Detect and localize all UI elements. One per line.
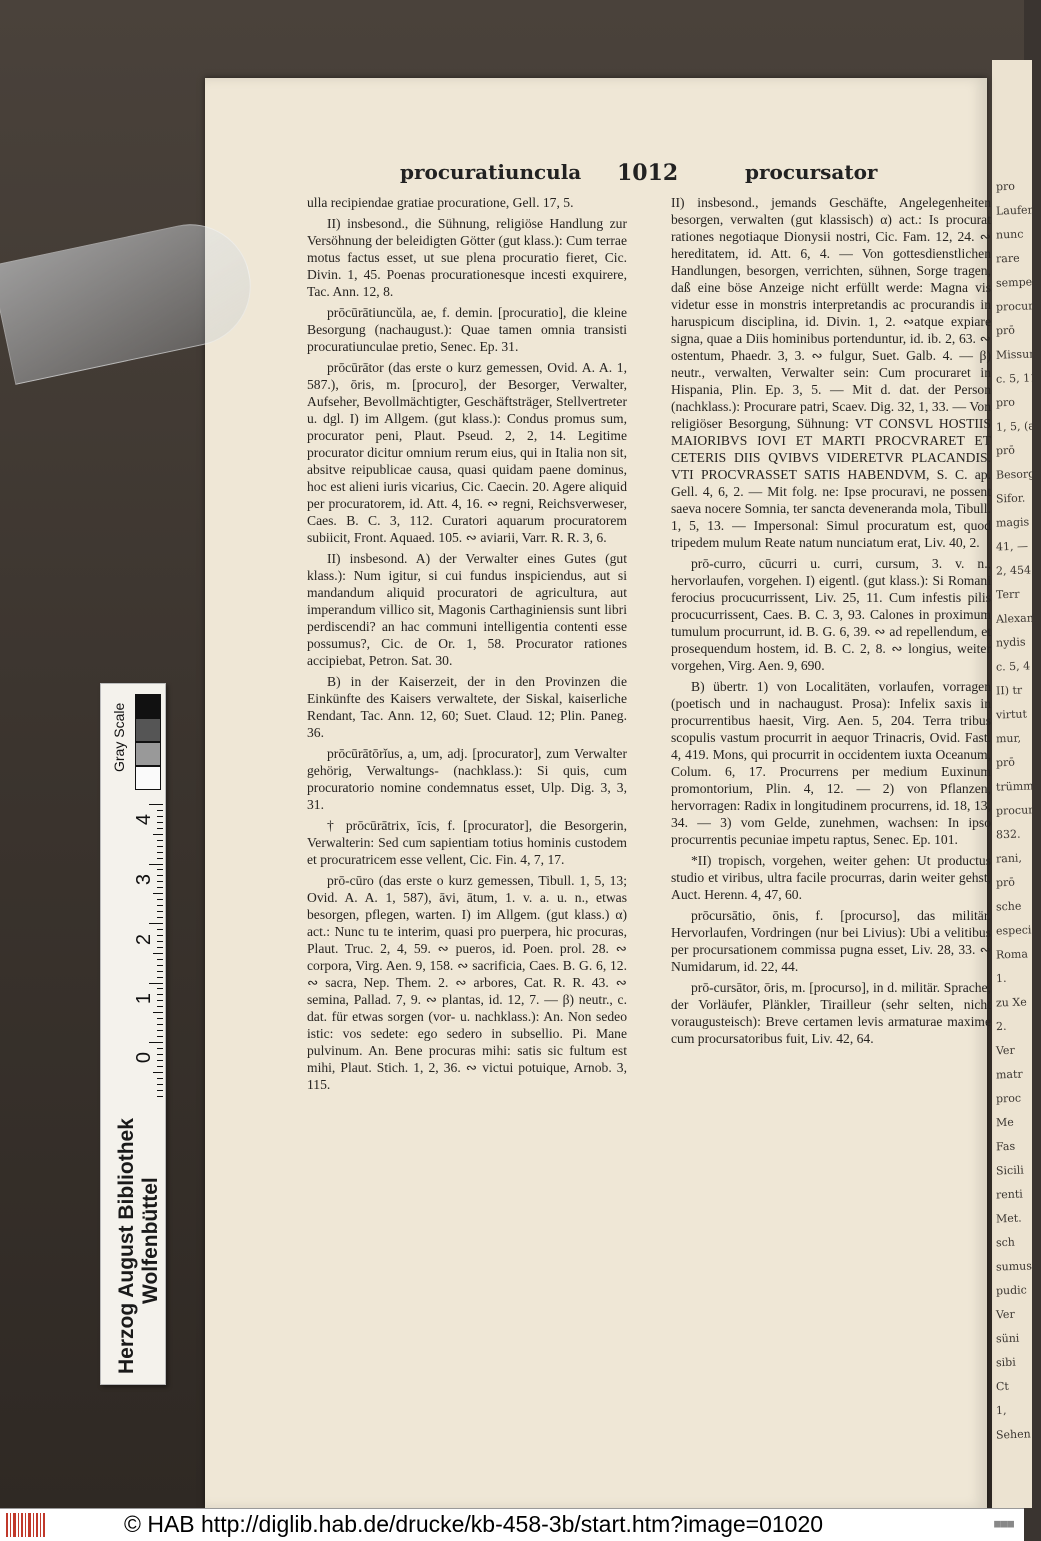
next-page-fragment: süni — [995, 1331, 1020, 1346]
ruler-tick — [157, 899, 163, 900]
next-page-fragment: Laufen — [995, 203, 1035, 218]
next-page-fragment: Fas — [995, 1139, 1016, 1154]
ruler-tick — [157, 810, 163, 811]
next-page-fragment: trümm — [995, 779, 1034, 794]
ruler-number: 0 — [133, 1051, 156, 1064]
ruler-tick — [153, 1012, 163, 1013]
ruler-tick — [157, 1054, 163, 1055]
ruler-tick — [157, 881, 163, 882]
next-page-fragment: pro — [995, 395, 1016, 410]
next-page-fragment: magis — [995, 515, 1030, 530]
next-page-fragment: Alexand — [995, 611, 1041, 626]
book-page — [205, 78, 991, 1508]
next-page-fragment: semper — [995, 275, 1038, 290]
next-page-fragment: 1, 5, (al — [995, 419, 1039, 434]
copyright-url[interactable]: © HAB http://diglib.hab.de/drucke/kb-458-3b/start.htm?image=01020 — [124, 1511, 824, 1537]
ruler-tick — [157, 905, 163, 906]
next-page-fragment: sche — [995, 899, 1022, 914]
ruler-tick — [157, 1066, 163, 1067]
ruler-tick — [157, 828, 163, 829]
ruler-tick — [157, 994, 163, 995]
dictionary-paragraph: prō-cursātor, ōris, m. [procurso], in d. militär. Sprache, der Vorläufer, Plänkler, Tirailleur (sehr selten, nicht voraugusteisch): Breve certamen levis armaturae maxime cum procursatoribus fuit, Liv. 42, 64. — [671, 980, 991, 1046]
next-page-fragment: nunc — [995, 227, 1024, 242]
right-column — [671, 194, 991, 1334]
next-page-fragment: Sehen — [995, 1427, 1031, 1442]
ruler-tick — [157, 941, 163, 942]
ruler-tick — [149, 804, 163, 805]
ruler-tick — [157, 947, 163, 948]
ruler-tick — [157, 977, 163, 978]
next-page-fragment: prō — [995, 443, 1016, 458]
next-page-fragment: proc — [995, 1091, 1022, 1106]
ruler-tick — [157, 1024, 163, 1025]
ruler-number: 3 — [133, 873, 156, 886]
gray-swatch-white — [135, 766, 161, 790]
next-page-fragment: prō — [995, 323, 1016, 338]
ruler-tick — [157, 858, 163, 859]
ruler-tick — [157, 1000, 163, 1001]
left-guide-word: procuratiuncula — [400, 160, 582, 184]
next-page-fragment: procur — [995, 299, 1034, 314]
next-page-fragment: pudic — [995, 1283, 1028, 1298]
next-page-fragment: mur, — [995, 731, 1022, 746]
next-page-fragment: Ver — [995, 1043, 1015, 1058]
ruler-tick — [157, 1084, 163, 1085]
dictionary-paragraph: prōcursātio, ōnis, f. [procurso], das militär. Hervorlaufen, Vordringen (nur bei Livius): Ubi a velitibus per procursationem commissa pugna esset, Liv. 28, 33. ∾ Numidarum, id. 22, 44. — [671, 908, 991, 974]
barcode-icon — [6, 1513, 46, 1537]
next-page-fragment: c. 5, 4 — [995, 659, 1031, 674]
ruler-tick — [157, 971, 163, 972]
ruler-tick — [157, 1078, 163, 1079]
ruler-tick — [157, 929, 163, 930]
gray-swatch-mid — [135, 742, 161, 766]
dictionary-paragraph: II) insbesond., die Sühnung, religiöse Handlung zur Versöhnung der beleidigten Götter (gut klass.): Cum terrae motus factus esset, ut sue plena procuratio fieret, Cic. Divin. 1, 45. Poenas procurationesque incesti exquirere, Tac. Ann. 12, 8. — [307, 216, 627, 299]
ruler-tick — [157, 935, 163, 936]
ruler-tick — [157, 869, 163, 870]
gray-scale-label: Gray Scale — [111, 702, 127, 772]
ruler-number: 2 — [133, 933, 156, 946]
next-page-fragment: Met. — [995, 1211, 1022, 1226]
next-page-fragment: c. 5, 11 — [995, 371, 1038, 386]
next-page-fragment: Sifor. — [995, 491, 1026, 506]
next-page-fragment: prō — [995, 875, 1016, 890]
library-name — [115, 1118, 163, 1374]
next-page-fragment: sch — [995, 1235, 1016, 1250]
next-page-fragment: especi — [995, 923, 1032, 938]
ruler-tick — [157, 846, 163, 847]
library-name-line2: Wolfenbüttel — [139, 1177, 162, 1304]
ruler-tick — [157, 988, 163, 989]
gray-swatch-dark — [135, 718, 161, 742]
dictionary-paragraph: B) in der Kaiserzeit, der in den Provinzen die Einkünfte des Kaisers verwaltete, der Siskal, kaiserliche Rendant, Tac. Ann. 12, 60; Suet. Claud. 12; Plin. Paneg. 36. — [307, 674, 627, 740]
dictionary-paragraph: † prōcūrātrix, īcis, f. [procurator], die Besorgerin, Verwalterin: Sed cum sapientiam totius hominis custodem et procuratricem esse vellent, Cic. Fin. 4, 7, 17. — [307, 818, 627, 867]
next-page-fragment: Ver — [995, 1307, 1015, 1322]
ruler-number: 1 — [133, 992, 156, 1005]
ruler-number: 4 — [133, 813, 156, 826]
ruler-tick — [157, 816, 163, 817]
next-page-fragment: sibi — [995, 1355, 1016, 1370]
right-guide-word: procursator — [745, 160, 878, 184]
ruler-tick — [157, 917, 163, 918]
next-page-fragment: prō — [995, 755, 1016, 770]
next-page-fragment: 832. — [995, 827, 1021, 842]
ruler-tick — [149, 1042, 163, 1043]
ruler-tick — [157, 1060, 163, 1061]
footer-marks: ■■■ — [994, 1517, 1014, 1530]
next-page-fragment: 1. — [995, 971, 1007, 986]
next-page-fragment: 2, 454. — [995, 563, 1035, 578]
ruler-tick — [157, 840, 163, 841]
dictionary-paragraph: prōcūrātiuncŭla, ae, f. demin. [procuratio], die kleine Besorgung (nachaugust.): Quae tamen omnia transisti procuratiunculae pretio, Senec. Ep. 31. — [307, 305, 627, 354]
next-page-fragment: sumus — [995, 1259, 1033, 1274]
next-page-fragment: Besorg — [995, 467, 1036, 482]
page-number: 1012 — [617, 160, 679, 186]
library-name-line1: Herzog August Bibliothek — [115, 1118, 138, 1374]
footer-bar — [0, 1508, 1024, 1541]
ruler-tick — [157, 852, 163, 853]
next-page-fragment: rare — [995, 251, 1020, 266]
ruler-tick — [149, 983, 163, 984]
next-page-fragment: Me — [995, 1115, 1015, 1130]
next-page-fragment: renti — [995, 1187, 1024, 1202]
next-page-fragment: Roma — [995, 947, 1029, 962]
color-reference-card — [100, 683, 166, 1385]
ruler-tick — [157, 875, 163, 876]
next-page-fragment: nydis — [995, 635, 1026, 650]
dictionary-paragraph: II) insbesond., jemands Geschäfte, Angelegenheiten besorgen, verwalten (gut klassisch) α) act.: Is procurat rationes negotiaque Dionysii nostri, Cic. Fam. 12, 24. ∾ hereditatem, id. Att. 6, 4. — Von gottesdienstlichen Handlungen, besorgen, verrichten, sühnen, Sorge tragen, daß eine böse Anzeige nicht erfüllt werde: Magna vis videtur esse in monstris interpretandis ac procurandis in haruspicum disciplina, id. Divin. 1, 2. ∾atque expiare signa, quae a Diis hominibus portenduntur, id. ib. 2, 63. ∾ ostentum, Phaedr. 3, 3. ∾ fulgur, Suet. Galb. 4. — β) neutr., verwalten, Verwalter sein: Cum procuraret in Hispania, Plin. Ep. 3, 5. — Mit d. dat. der Person (nachklass.): Procurare patri, Scaev. Dig. 32, 1, 33. — Von religiöser Besorgung, Sühnung: VT CONSVL HOSTIIS MAIORIBVS IOVI ET MARTI PROCVRARET ET CETERIS DIIS QVIBVS VIDERETVR PLACANDIS. VTI PROCVRASSET SATIS HABENDVM, S. C. ap. Gell. 4, 6, 2. — Mit folg. ne: Ipse procuravi, ne possent saeva nocere Somnia, ter sancta deveneranda mola, Tibull. 1, 5, 13. — Impersonal: Simul procuratum est, quod tripedem mulum Reate natum nunciatum erat, Liv. 40, 2. — [671, 195, 991, 550]
ruler-tick — [157, 965, 163, 966]
ruler-tick — [157, 959, 163, 960]
next-page-fragment: Ct — [995, 1379, 1010, 1394]
dictionary-paragraph: *II) tropisch, vorgehen, weiter gehen: Ut productus studio et viribus, ultra facile procurras, darin weiter gehst, Auct. Herenn. 4, 47, 60. — [671, 853, 991, 902]
dictionary-paragraph: prō-curro, cūcurri u. curri, cursum, 3. v. n., hervorlaufen, vorgehen. I) eigentl. (gut klass.): Si Romani ferocius procucurrissent, Liv. 25, 11. Cum infestis pilis procucurrissent, Caes. B. C. 3, 93. Calones in proximum tumulum procurrunt, id. B. G. 6, 39. ∾ ad repellendum, et prosequendum hostem, id. B. C. 2, 8. ∾ longius, weiter vorgehen, Virg. Aen. 9, 690. — [671, 556, 991, 673]
dictionary-paragraph: prōcūrātor (das erste o kurz gemessen, Ovid. A. A. 1, 587.), ōris, m. [procuro], der Besorger, Verwalter, Aufseher, Bevollmächtigter, Geschäftsträger, Stellvertreter u. dgl. I) im Allgem. (gut klass.): Condus promus sum, procurator peni, Plaut. Pseud. 2, 2, 14. Legitime procurator dicitur omnium rerum eius, qui in Italia non sit, absitve reipublicae causa, quasi quidam paene dominus, hoc est alieni iuris vicarius, Cic. Caecin. 20. Agere aliquid per procuratorem, id. Att. 4, 16. ∾ regni, Reichsverweser, Caes. B. C. 3, 112. Curatori aquarum procuratorem subiicit, Front. Aquaed. 105. ∾ aviarii, Varr. R. R. 3, 6. — [307, 360, 627, 545]
next-page-fragment: rani, — [995, 851, 1023, 866]
next-page-fragment: II) tr — [995, 683, 1023, 698]
ruler-tick — [153, 834, 163, 835]
ruler-tick — [153, 893, 163, 894]
next-page-fragment: 1, — [995, 1403, 1007, 1418]
ruler-tick — [157, 1006, 163, 1007]
ruler-tick — [157, 1018, 163, 1019]
ruler-tick — [157, 1030, 163, 1031]
next-page-fragment: pro — [995, 179, 1016, 194]
ruler-tick — [157, 1096, 163, 1097]
dictionary-paragraph: II) insbesond. A) der Verwalter eines Gutes (gut klass.): Num igitur, si cui fundus inspiciendus, aut si mandandum aliquid procuratori de agricultura, aut imperandum villico sit, Magonis Carthaginiensis sunt libri perdiscendi? an hac communi intelligentia contenti esse possumus?, Cic. de Or. 1, 58. Procurator rationes accipiebat, Petron. Sat. 30. — [307, 551, 627, 668]
next-page-fragment: virtut — [995, 707, 1028, 722]
next-page-fragment: 2. — [995, 1019, 1007, 1034]
ruler-tick — [157, 1048, 163, 1049]
next-page-fragment: matr — [995, 1067, 1023, 1082]
dictionary-paragraph: prōcūrātōrĭus, a, um, adj. [procurator], zum Verwalter gehörig, Verwaltungs- (nachklass.): Si quis, cum procuratorio nomine condemnatus esset, Ulp. Dig. 3, 3, 31. — [307, 746, 627, 812]
ruler-tick — [157, 911, 163, 912]
ruler-tick — [149, 864, 163, 865]
gray-swatch-black — [135, 694, 161, 718]
dictionary-paragraph: B) übertr. 1) von Localitäten, vorlaufen, vorragen (poetisch und in nachaugust. Prosa): Infelix saxis in procurrentibus haesit, Virg. Aen. 5, 204. Terra tribus scopulis vastum procurrit in aequor Trinacris, Ovid. Fast. 4, 419. Mons, qui procurrit in occidentem iuxta Oceanum, Colum. 6, 17. Procurrens per medium Euxinum promontorium, Plin. 4, 12. — 2) von Pflanzen, hervorragen: Radix in longitudinem procurrens, id. 18, 13, 34. — 3) vom Gelde, zunehmen, wachsen: In ipso procurrentis pecuniae impetu raptus, Senec. Ep. 101. — [671, 679, 991, 847]
next-page-edge — [992, 60, 1041, 1508]
next-page-fragment: zu Xe — [995, 995, 1027, 1010]
next-page-fragment: Sicili — [995, 1163, 1024, 1178]
next-page-fragment: Missuri — [995, 347, 1039, 362]
ruler-tick — [153, 1072, 163, 1073]
ruler-tick — [149, 923, 163, 924]
dictionary-paragraph: prō-cūro (das erste o kurz gemessen, Tibull. 1, 5, 13; Ovid. A. A. 1, 587), āvi, ātum, 1. v. a. u. n., etwas besorgen, pflegen, warten. I) im Allgem. (gut klass.) α) act.: Nunc tu te interim, quasi pro puerpera, hic procuras, Plaut. Truc. 2, 4, 59. ∾ pueros, id. Poen. prol. 28. ∾ corpora, Virg. Aen. 9, 158. ∾ sacrificia, Caes. B. G. 6, 12. ∾ sacra, Nep. Them. 2. ∾ arbores, Cat. R. R. 43. ∾ semina, Pallad. 7, 9. ∾ plantas, id. 12, 7. — β) neutr., c. dat. für etwas sorgen (vor- u. nachklass.): An. Non sedeo istic: vos sedete: ego sedero in subsellio. Pi. Mane pulvinum. An. Bene procuras mihi: satis sic fultum est mihi, Plaut. Stich. 1, 2, 36. ∾ victui potuique, Arnob. 3, 115. — [307, 873, 627, 1092]
next-page-fragment: procur — [995, 803, 1034, 818]
ruler-tick — [157, 1090, 163, 1091]
dictionary-paragraph: ulla recipiendae gratiae procuratione, Gell. 17, 5. — [307, 195, 574, 210]
ruler-tick — [157, 1036, 163, 1037]
next-page-fragment: 41, — — [995, 539, 1029, 554]
ruler-tick — [157, 887, 163, 888]
left-column — [307, 194, 627, 1334]
next-page-fragment: Terr — [995, 587, 1020, 602]
ruler-tick — [153, 953, 163, 954]
ruler-tick — [157, 822, 163, 823]
